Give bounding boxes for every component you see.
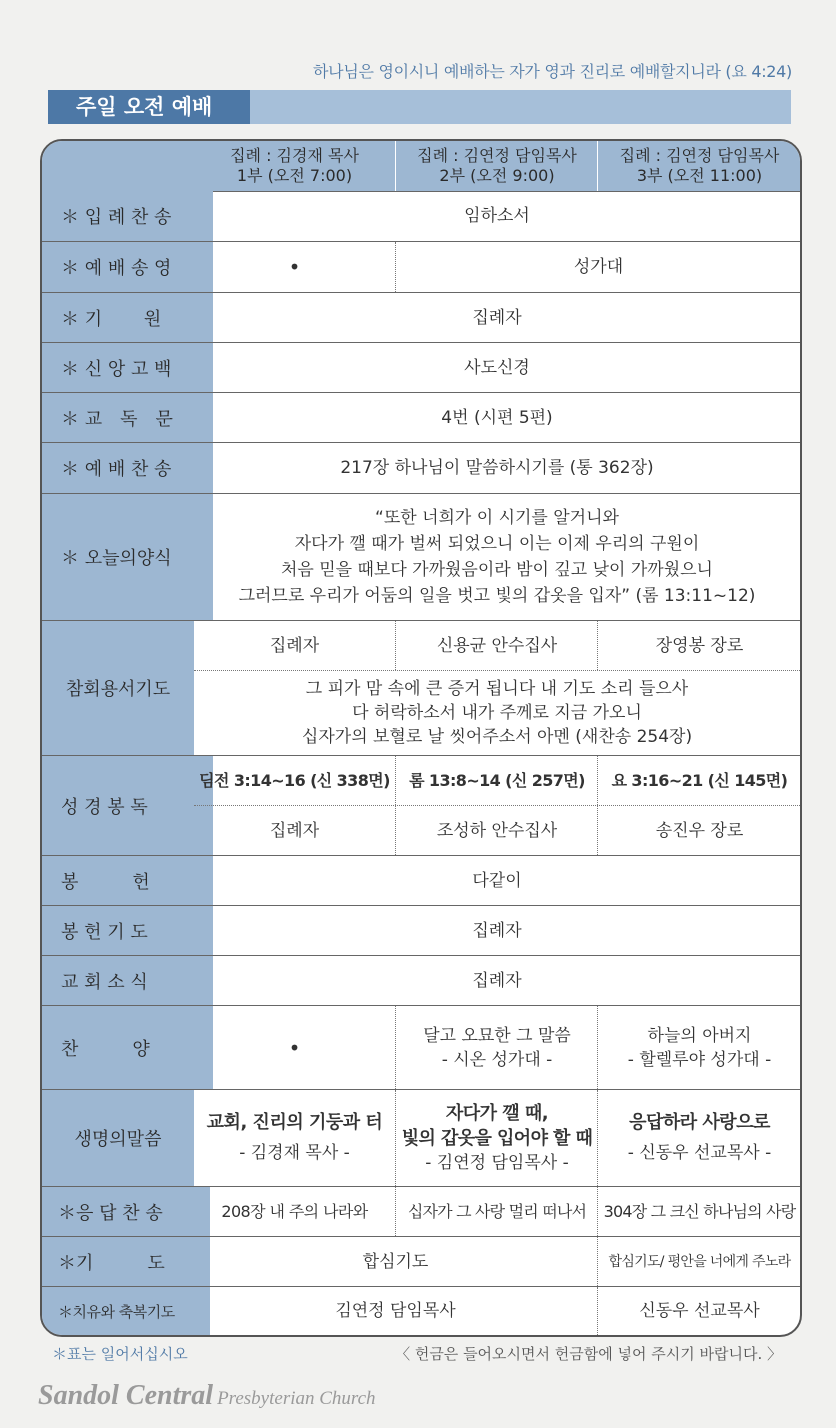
section-title: 주일 오전 예배 xyxy=(48,90,250,124)
bullet-mark: • xyxy=(288,1035,301,1060)
daily-bread-text: “또한 너희가 이 시기를 알거니와 자다가 깰 때가 벌써 되었으니 이는 이제 우리의 구원이 처음 믿을 때보다 가까웠음이라 밤이 깊고 낮이 가까웠으니 그러므로 우리가 어둠의 일을 벗고 빛의 갑옷을 입자” (롬 13:11~12) xyxy=(238,508,756,606)
table-row xyxy=(42,756,800,856)
table-row xyxy=(42,1237,800,1287)
scripture-3: 요 3:16~21 (신 145면) xyxy=(597,756,801,805)
blessing-12: 김연정 담임목사 xyxy=(335,1301,456,1321)
row-label: 찬 양 xyxy=(42,1006,213,1089)
row-label: ＊치유와 축복기도 xyxy=(42,1287,210,1335)
row-label: ＊응 답 찬 송 xyxy=(42,1187,210,1236)
row-value: 집례자 xyxy=(472,970,522,991)
service-1-header: 집례 : 김경재 목사 1부 (오전 7:00) xyxy=(230,146,359,185)
row-value: 집례자 xyxy=(472,920,522,941)
table-row xyxy=(42,494,800,621)
table-row xyxy=(42,1006,800,1090)
row-value: 217장 하나님이 말씀하시기를 (통 362장) xyxy=(340,458,654,478)
row-label: 생명의말씀 xyxy=(42,1090,194,1186)
reader-1: 집례자 xyxy=(269,820,320,841)
prayer-leaders xyxy=(194,621,800,670)
table-row xyxy=(42,242,800,293)
anthem-3: 하늘의 아버지 - 할렐루야 성가대 - xyxy=(597,1006,801,1089)
table-row xyxy=(42,443,800,494)
row-label: 교 회 소 식 xyxy=(42,956,213,1005)
leader-2: 신용균 안수집사 xyxy=(395,621,598,670)
hymn-3: 304장 그 크신 하나님의 사랑 xyxy=(597,1187,801,1236)
church-name: Sandol Central xyxy=(38,1380,214,1411)
worship-order-table xyxy=(40,139,802,1337)
row-label: ＊ 예 배 찬 송 xyxy=(42,443,213,493)
leader-3: 장영봉 장로 xyxy=(597,621,801,670)
table-row xyxy=(42,293,800,343)
row-value: 사도신경 xyxy=(464,357,530,378)
scripture-2: 롬 13:8~14 (신 257면) xyxy=(395,756,598,805)
row-label: ＊ 오늘의양식 xyxy=(42,494,213,620)
row-label: ＊ 교 독 문 xyxy=(42,393,213,442)
service-3-header: 집례 : 김연정 담임목사 3부 (오전 11:00) xyxy=(597,141,801,191)
row-value: 임하소서 xyxy=(464,206,530,226)
prayer-12: 합심기도 xyxy=(362,1251,429,1272)
table-row xyxy=(42,1187,800,1237)
reader-3: 송진우 장로 xyxy=(597,806,801,855)
row-value: 다같이 xyxy=(472,870,522,891)
blessing-3: 신동우 선교목사 xyxy=(597,1287,801,1335)
row-label: ＊기 도 xyxy=(42,1237,210,1286)
scripture-readers xyxy=(194,806,800,855)
row-label: 참회용서기도 xyxy=(42,621,194,755)
bullet-mark: • xyxy=(288,255,301,279)
hymn-1: 208장 내 주의 나라와 xyxy=(221,1201,368,1221)
service-2-header: 집례 : 김연정 담임목사 2부 (오전 9:00) xyxy=(395,141,598,191)
table-row xyxy=(42,191,800,242)
header-verse: 하나님은 영이시니 예배하는 자가 영과 진리로 예배할지니라 (요 4:24) xyxy=(313,62,792,81)
row-label: 봉 헌 xyxy=(42,856,213,905)
row-label: ＊ 입 례 찬 송 xyxy=(42,191,213,241)
row-label: ＊ 기 원 xyxy=(42,293,213,342)
anthem-2: 달고 오묘한 그 말씀 - 시온 성가대 - xyxy=(395,1006,598,1089)
table-header xyxy=(42,141,800,192)
church-logo xyxy=(38,1380,376,1412)
table-row xyxy=(42,956,800,1006)
standing-note: ＊표는 일어서십시오 xyxy=(52,1345,188,1363)
prayer-3: 합심기도/ 평안을 너에게 주노라 xyxy=(597,1237,801,1286)
table-row xyxy=(42,393,800,443)
row-value: 집례자 xyxy=(472,307,522,328)
row-label: ＊ 신 앙 고 백 xyxy=(42,343,213,392)
offering-note: 〈 헌금은 들어오시면서 헌금함에 넣어 주시기 바랍니다. 〉 xyxy=(395,1345,782,1363)
table-row xyxy=(42,343,800,393)
row-label: ＊ 예 배 송 영 xyxy=(42,242,213,292)
sermon-1: 교회, 진리의 기둥과 터 - 김경재 목사 - xyxy=(206,1112,383,1163)
church-subtitle: Presbyterian Church xyxy=(217,1388,376,1409)
row-value: 성가대 xyxy=(395,242,801,292)
table-row xyxy=(42,856,800,906)
sermon-3: 응답하라 사랑으로 - 신동우 선교목사 - xyxy=(597,1090,801,1186)
table-row xyxy=(42,906,800,956)
hymn-2: 십자가 그 사랑 멀리 떠나서 xyxy=(395,1187,598,1236)
sermon-2: 자다가 깰 때, 빛의 갑옷을 입어야 할 때 - 김연정 담임목사 - xyxy=(395,1090,598,1186)
reader-2: 조성하 안수집사 xyxy=(395,806,598,855)
table-row xyxy=(42,1090,800,1187)
row-label: 성 경 봉 독 xyxy=(42,756,213,855)
leader-1: 집례자 xyxy=(269,635,320,656)
scripture-1: 딤전 3:14~16 (신 338면) xyxy=(199,770,390,790)
table-row xyxy=(42,621,800,756)
section-title-bar xyxy=(48,90,791,124)
confession-text: 그 피가 맘 속에 큰 증거 됩니다 내 기도 소리 들으사 다 허락하소서 내가 주께로 지금 가오니 십자가의 보혈로 날 씻어주소서 아멘 (새찬송 254장) xyxy=(301,679,693,747)
table-row xyxy=(42,1287,800,1335)
row-value: 4번 (시편 5편) xyxy=(441,407,553,428)
scripture-refs xyxy=(194,756,800,805)
row-label: 봉 헌 기 도 xyxy=(42,906,213,955)
